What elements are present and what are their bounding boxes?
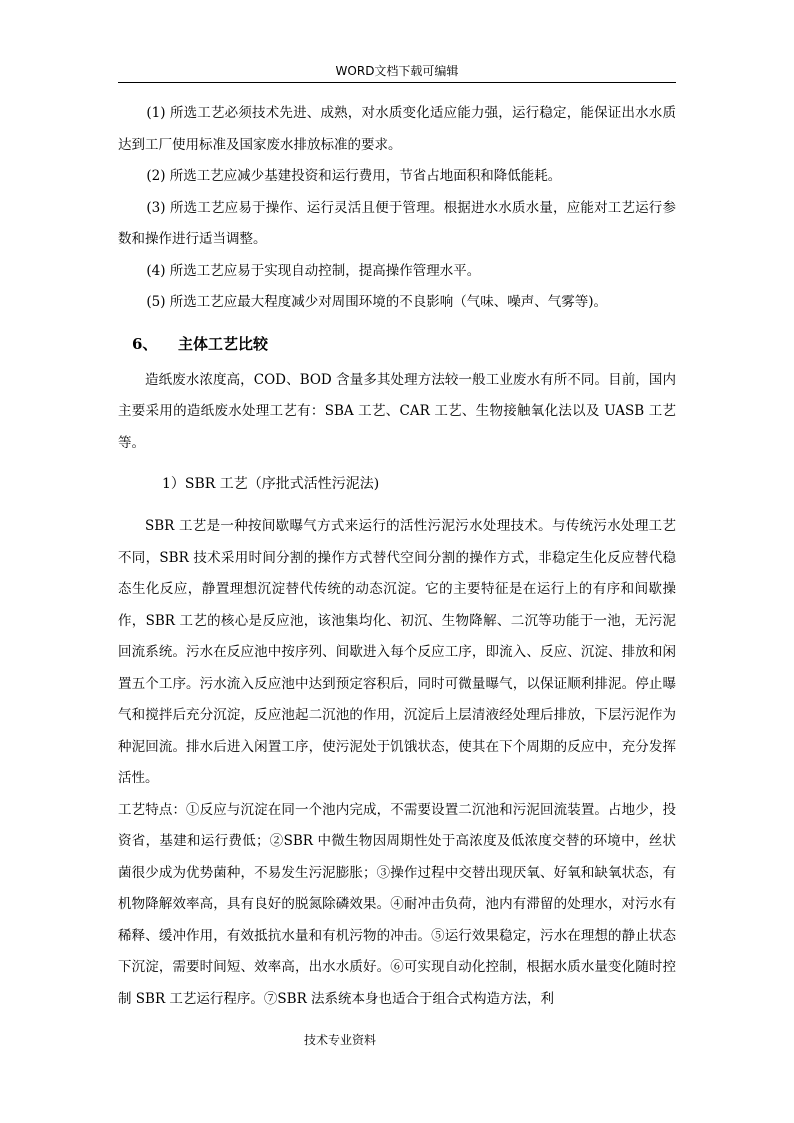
section-number: 6、: [132, 334, 158, 353]
header-divider: [118, 82, 676, 83]
sbr-features-paragraph: 工艺特点：①反应与沉淀在同一个池内完成，不需要设置二沉池和污泥回流装置。占地少，投资省，基建和运行费低；②SBR 中微生物因周期性处于高浓度及低浓度交替的环境中，丝状菌很少成为优势菌种，不易发生污泥膨胀；③操作过程中交替出现厌氧、好氧和缺氧状态，有机物降解效率高，具有良好的脱氮除磷效果。④耐冲击负荷，池内有滞留的处理水，对污水有稀释、缓冲作用，有效抵抗水量和有机污物的冲击。⑤运行效果稳定，污水在理想的静止状态下沉淀，需要时间短、效率高，出水水质好。⑥可实现自动化控制，根据水质水量变化随时控制 SBR 工艺运行程序。⑦SBR 法系统本身也适合于组合式构造方法，利: [118, 801, 676, 1007]
requirement-item: (1) 所选工艺必须技术先进、成熟，对水质变化适应能力强，运行稳定，能保证出水水质达到工厂使用标准及国家废水排放标准的要求。: [118, 105, 676, 153]
page-header: WORD文档下载可编辑: [335, 64, 459, 78]
section-title: 主体工艺比较: [178, 334, 269, 353]
section-heading: [118, 327, 676, 361]
document-body: [118, 98, 676, 1015]
requirement-item: (3) 所选工艺应易于操作、运行灵活且便于管理。根据进水水质水量，应能对工艺运行参数和操作进行适当调整。: [118, 199, 676, 247]
subsection-heading: 1）SBR 工艺（序批式活性污泥法): [162, 476, 380, 492]
page-footer: 技术专业资料: [303, 1033, 376, 1047]
intro-paragraph: 造纸废水浓度高，COD、BOD 含量多其处理方法较一般工业废水有所不同。目前，国内主要采用的造纸废水处理工艺有：SBA 工艺、CAR 工艺、生物接触氧化法以及 UASB 工艺等。: [118, 371, 676, 451]
requirement-item: (5) 所选工艺应最大程度减少对周围环境的不良影响（气味、噪声、气雾等)。: [146, 294, 608, 310]
sbr-description-paragraph: SBR 工艺是一种按间歇曝气方式来运行的活性污泥污水处理技术。与传统污水处理工艺不同，SBR 技术采用时间分割的操作方式替代空间分割的操作方式，非稳定生化反应替代稳态生化反应，静置理想沉淀替代传统的动态沉淀。它的主要特征是在运行上的有序和间歇操作，SBR 工艺的核心是反应池，该池集均化、初沉、生物降解、二沉等功能于一池，无污泥回流系统。污水在反应池中按序列、间歇进入每个反应工序，即流入、反应、沉淀、排放和闲置五个工序。污水流入反应池中达到预定容积后，同时可微量曝气，以保证顺利排泥。停止曝气和搅拌后充分沉淀，反应池起二沉池的作用，沉淀后上层清液经处理后排放，下层污泥作为种泥回流。排水后进入闲置工序，使污泥处于饥饿状态，使其在下个周期的反应中，充分发挥活性。: [118, 518, 676, 786]
requirement-item: (2) 所选工艺应减少基建投资和运行费用，节省占地面积和降低能耗。: [146, 168, 562, 184]
requirement-item: (4) 所选工艺应易于实现自动控制，提高操作管理水平。: [146, 262, 481, 279]
